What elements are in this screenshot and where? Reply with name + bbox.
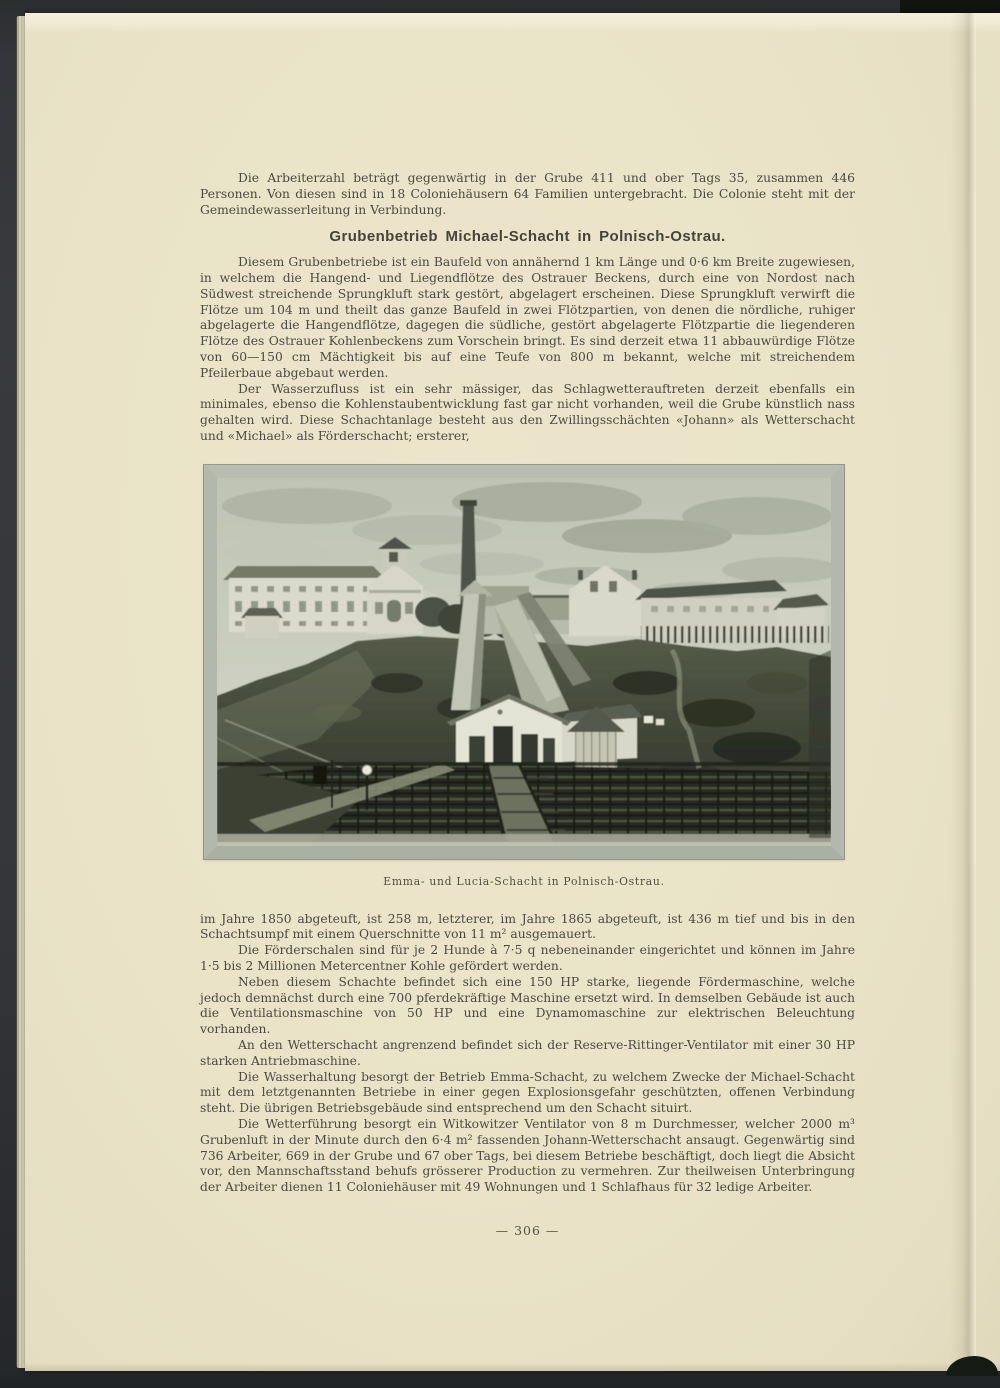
- section-heading: Grubenbetrieb Michael-Schacht in Polnisch-Ostrau.: [329, 228, 726, 246]
- paragraph-wasserhaltung: Die Wasserhaltung besorgt der Betrieb Emma-Schacht, zu welchem Zwecke der Michael-Schacht mit dem letztgenannten Betriebe in einer gegen Explosionsgefahr geschützten, offenen Verbindung steht. Die übrigen Betriebsgebäude sind entsprechend um den Schacht situirt.: [200, 1069, 855, 1116]
- figure-caption: Emma- und Lucia-Schacht in Polnisch-Ostrau.: [383, 874, 665, 888]
- page-number: — 306 —: [495, 1222, 560, 1238]
- book-page: [25, 13, 1000, 1371]
- photo-foreground-yards: [217, 760, 831, 846]
- binding-crease: [950, 13, 976, 1371]
- page-top-edge: [25, 13, 1000, 33]
- paragraph-continuation: im Jahre 1850 abgeteuft, ist 258 m, letzterer, im Jahre 1865 abgeteuft, ist 436 m tief und bis in den Schachtsumpf mit einem Querschnitte von 11 m² ausgemauert.: [200, 911, 855, 942]
- paragraph-intro: Die Arbeiterzahl beträgt gegenwärtig in der Grube 411 und ober Tags 35, zusammen 446 Personen. Von diesen sind in 18 Coloniehäusern 64 Familien untergebracht. Die Colonie steht mit der Gemeindewasserleitung in Verbindung.: [200, 171, 855, 217]
- paragraph-wetterschacht: An den Wetterschacht angrenzend befindet sich der Reserve-Rittinger-Ventilator mit einer 30 HP starken Antriebmaschine.: [200, 1037, 855, 1068]
- paragraph-wasserzufluss: Der Wasserzufluss ist ein sehr mässiger, das Schlagwetterauftreten derzeit ebenfalls ein minimales, ebenso die Kohlenstaubentwicklung fast gar nicht vorhanden, weil die Grube künstlich nass gehalten wird. Diese Schachtanlage besteht aus den Zwillingsschächten «Johann» als Wetterschacht und «Michael» als Förderschacht; ersterer,: [200, 381, 855, 443]
- paragraph-foerderschalen: Die Förderschalen sind für je 2 Hunde à 7·5 q nebeneinander eingerichtet und können im Jahre 1·5 bis 2 Millionen Metercentner Kohle gefördert werden.: [200, 943, 855, 973]
- page-content: [200, 171, 855, 1239]
- paragraph-baufeld: Diesem Grubenbetriebe ist ein Baufeld von annähernd 1 km Länge und 0·6 km Breite zugewiesen, in welchem die Hangend- und Liegendflötze des Ostrauer Beckens, durch eine von Nordost nach Südwest streichende Sprungkluft stark gestört, abgelagert erscheinen. Diese Sprungkluft verwirft die Flötze um 104 m und theilt das ganze Baufeld in zwei Flötzpartien, von denen die nördliche, ruhiger abgelagerte die Hangendflötze, dagegen die südliche, gestört abgelagerte Flötzpartie die liegenderen Flötze des Ostrauer Kohlenbeckens zum Vorschein bringt. Es sind derzeit etwa 11 abbauwürdige Flötze von 60—150 cm Mächtigkeit bis auf eine Teufe von 800 m bekannt, welche mit streichendem Pfeilerbaue abgebaut werden.: [200, 255, 855, 380]
- photo-scene: [217, 478, 831, 846]
- figure: [204, 465, 855, 890]
- photo-right-vignette: [809, 650, 831, 838]
- page-bottom-edge: [25, 1363, 1000, 1371]
- page-edge-stack: [16, 16, 25, 1368]
- figure-photograph: [204, 465, 844, 859]
- paragraph-wetterfuehrung: Die Wetterführung besorgt ein Witkowitzer Ventilator von 8 m Durchmesser, welcher 2000 m³ Grubenluft in der Minute durch den 6·4 m² fassenden Johann-Wetterschacht ansaugt. Gegenwärtig sind 736 Arbeiter, 669 in der Grube und 67 ober Tags, bei diesem Betriebe beschäftigt, doch liegt die Absicht vor, den Mannschaftsstand behufs grösserer Production zu vermehren. Zur theilweisen Unterbringung der Arbeiter dienen 11 Coloniehäuser mit 49 Wohnungen und 1 Schlafhaus für 32 ledige Arbeiter.: [200, 1116, 855, 1195]
- paragraph-foerdermaschine: Neben diesem Schachte befindet sich eine 150 HP starke, liegende Fördermaschine, welche jedoch demnächst durch eine 700 pferdekräftige Maschine ersetzt wird. In demselben Gebäude ist auch die Ventilationsmaschine von 50 HP und eine Dynamomaschine zur elektrischen Beleuchtung vorhanden.: [200, 974, 855, 1037]
